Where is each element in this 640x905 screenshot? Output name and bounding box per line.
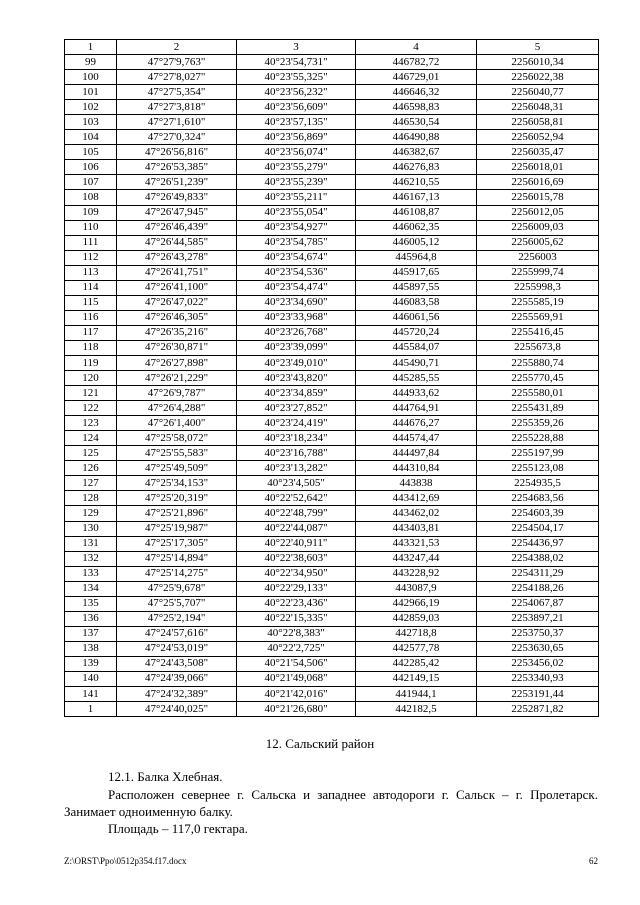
header-cell-y: 5 [477, 40, 599, 55]
cell-y-coordinate: 2255197,99 [477, 446, 599, 461]
cell-longitude: 40°22'34,950" [237, 566, 356, 581]
cell-x-coordinate: 443228,92 [356, 566, 477, 581]
cell-y-coordinate: 2254436,97 [477, 536, 599, 551]
cell-point-number: 101 [65, 85, 117, 100]
cell-x-coordinate: 443412,69 [356, 491, 477, 506]
table-row [65, 220, 599, 235]
cell-latitude: 47°24'43,508" [117, 656, 237, 671]
cell-y-coordinate: 2255431,89 [477, 401, 599, 416]
cell-longitude: 40°23'54,731" [237, 55, 356, 70]
coordinates-table [64, 39, 599, 717]
cell-x-coordinate: 444764,91 [356, 401, 477, 416]
table-row [65, 325, 599, 340]
table-row [65, 145, 599, 160]
cell-x-coordinate: 446530,54 [356, 115, 477, 130]
table-row [65, 130, 599, 145]
cell-longitude: 40°22'48,799" [237, 506, 356, 521]
cell-longitude: 40°23'55,325" [237, 70, 356, 85]
cell-latitude: 47°26'1,400" [117, 416, 237, 431]
cell-latitude: 47°25'14,894" [117, 551, 237, 566]
cell-y-coordinate: 2256005,62 [477, 235, 599, 250]
table-row [65, 295, 599, 310]
cell-longitude: 40°22'15,335" [237, 611, 356, 626]
table-row [65, 521, 599, 536]
table-row [65, 355, 599, 370]
cell-y-coordinate: 2252871,82 [477, 702, 599, 717]
cell-latitude: 47°27'5,354" [117, 85, 237, 100]
cell-longitude: 40°23'54,785" [237, 235, 356, 250]
cell-longitude: 40°23'56,232" [237, 85, 356, 100]
table-row [65, 55, 599, 70]
cell-longitude: 40°23'55,279" [237, 160, 356, 175]
cell-longitude: 40°23'49,010" [237, 355, 356, 370]
table-row [65, 596, 599, 611]
cell-point-number: 112 [65, 250, 117, 265]
cell-point-number: 132 [65, 551, 117, 566]
table-row [65, 551, 599, 566]
cell-y-coordinate: 2256015,78 [477, 190, 599, 205]
cell-point-number: 123 [65, 416, 117, 431]
cell-y-coordinate: 2256010,34 [477, 55, 599, 70]
cell-latitude: 47°26'46,439" [117, 220, 237, 235]
cell-y-coordinate: 2254935,5 [477, 476, 599, 491]
cell-longitude: 40°23'54,474" [237, 280, 356, 295]
cell-x-coordinate: 446598,83 [356, 100, 477, 115]
cell-point-number: 120 [65, 371, 117, 386]
cell-latitude: 47°26'41,751" [117, 265, 237, 280]
cell-y-coordinate: 2256035,47 [477, 145, 599, 160]
cell-latitude: 47°25'34,153" [117, 476, 237, 491]
table-row [65, 235, 599, 250]
cell-latitude: 47°25'2,194" [117, 611, 237, 626]
cell-x-coordinate: 445285,55 [356, 371, 477, 386]
cell-latitude: 47°27'9,763" [117, 55, 237, 70]
cell-point-number: 109 [65, 205, 117, 220]
area-text: Площадь – 117,0 гектара. [108, 821, 248, 836]
cell-latitude: 47°26'30,871" [117, 340, 237, 355]
table-row [65, 340, 599, 355]
cell-y-coordinate: 2254067,87 [477, 596, 599, 611]
cell-latitude: 47°24'40,025" [117, 702, 237, 717]
cell-latitude: 47°26'43,278" [117, 250, 237, 265]
location-description: Расположен севернее г. Сальска и западнее автодороги г. Сальск – г. Пролетарск. Занимает одноименную балку. [64, 787, 598, 819]
cell-x-coordinate: 446062,35 [356, 220, 477, 235]
header-cell-x: 4 [356, 40, 477, 55]
cell-latitude: 47°25'9,678" [117, 581, 237, 596]
cell-longitude: 40°23'57,135" [237, 115, 356, 130]
table-row [65, 85, 599, 100]
cell-point-number: 104 [65, 130, 117, 145]
cell-y-coordinate: 2255585,19 [477, 295, 599, 310]
cell-x-coordinate: 445964,8 [356, 250, 477, 265]
cell-x-coordinate: 444497,84 [356, 446, 477, 461]
cell-longitude: 40°21'26,680" [237, 702, 356, 717]
table-row [65, 536, 599, 551]
cell-y-coordinate: 2256048,31 [477, 100, 599, 115]
cell-latitude: 47°26'4,288" [117, 401, 237, 416]
cell-y-coordinate: 2255228,88 [477, 431, 599, 446]
table-row [65, 687, 599, 702]
cell-point-number: 108 [65, 190, 117, 205]
cell-x-coordinate: 441944,1 [356, 687, 477, 702]
table-row [65, 476, 599, 491]
cell-x-coordinate: 443321,53 [356, 536, 477, 551]
table-row [65, 371, 599, 386]
table-row [65, 205, 599, 220]
cell-point-number: 100 [65, 70, 117, 85]
cell-latitude: 47°25'55,583" [117, 446, 237, 461]
cell-x-coordinate: 445917,65 [356, 265, 477, 280]
cell-longitude: 40°22'40,911" [237, 536, 356, 551]
cell-y-coordinate: 2255770,45 [477, 371, 599, 386]
cell-longitude: 40°23'43,820" [237, 371, 356, 386]
table-row [65, 611, 599, 626]
cell-longitude: 40°21'49,068" [237, 671, 356, 686]
cell-longitude: 40°22'8,383" [237, 626, 356, 641]
cell-latitude: 47°24'39,066" [117, 671, 237, 686]
cell-point-number: 128 [65, 491, 117, 506]
cell-x-coordinate: 445720,24 [356, 325, 477, 340]
cell-latitude: 47°26'47,022" [117, 295, 237, 310]
cell-x-coordinate: 444310,84 [356, 461, 477, 476]
cell-y-coordinate: 2255580,01 [477, 386, 599, 401]
cell-y-coordinate: 2255880,74 [477, 355, 599, 370]
cell-x-coordinate: 445584,07 [356, 340, 477, 355]
cell-point-number: 124 [65, 431, 117, 446]
cell-x-coordinate: 444574,47 [356, 431, 477, 446]
cell-y-coordinate: 2254603,39 [477, 506, 599, 521]
cell-point-number: 99 [65, 55, 117, 70]
cell-y-coordinate: 2255123,08 [477, 461, 599, 476]
cell-longitude: 40°23'26,768" [237, 325, 356, 340]
table-row [65, 265, 599, 280]
footer-file-path: Z:\ORST\Ppo\0512p354.f17.docx [64, 856, 187, 866]
cell-longitude: 40°23'39,099" [237, 340, 356, 355]
cell-latitude: 47°24'53,019" [117, 641, 237, 656]
cell-latitude: 47°25'5,707" [117, 596, 237, 611]
cell-y-coordinate: 2256012,05 [477, 205, 599, 220]
cell-x-coordinate: 446083,58 [356, 295, 477, 310]
cell-y-coordinate: 2253456,02 [477, 656, 599, 671]
cell-y-coordinate: 2255359,26 [477, 416, 599, 431]
cell-point-number: 130 [65, 521, 117, 536]
table-row [65, 280, 599, 295]
cell-longitude: 40°23'54,674" [237, 250, 356, 265]
cell-x-coordinate: 443838 [356, 476, 477, 491]
cell-longitude: 40°23'56,869" [237, 130, 356, 145]
cell-x-coordinate: 442966,19 [356, 596, 477, 611]
cell-x-coordinate: 445897,55 [356, 280, 477, 295]
cell-y-coordinate: 2253897,21 [477, 611, 599, 626]
cell-latitude: 47°25'17,305" [117, 536, 237, 551]
cell-x-coordinate: 443462,02 [356, 506, 477, 521]
cell-x-coordinate: 442859,03 [356, 611, 477, 626]
cell-point-number: 102 [65, 100, 117, 115]
footer-page-number: 62 [589, 856, 598, 866]
cell-x-coordinate: 444933,62 [356, 386, 477, 401]
cell-longitude: 40°23'13,282" [237, 461, 356, 476]
cell-latitude: 47°26'47,945" [117, 205, 237, 220]
cell-y-coordinate: 2254504,17 [477, 521, 599, 536]
cell-y-coordinate: 2255673,8 [477, 340, 599, 355]
cell-longitude: 40°22'44,087" [237, 521, 356, 536]
cell-y-coordinate: 2256052,94 [477, 130, 599, 145]
cell-point-number: 135 [65, 596, 117, 611]
header-cell-longitude: 3 [237, 40, 356, 55]
cell-x-coordinate: 446276,83 [356, 160, 477, 175]
cell-latitude: 47°24'57,616" [117, 626, 237, 641]
cell-y-coordinate: 2256018,01 [477, 160, 599, 175]
table-row [65, 160, 599, 175]
cell-x-coordinate: 442285,42 [356, 656, 477, 671]
cell-point-number: 113 [65, 265, 117, 280]
cell-longitude: 40°21'54,506" [237, 656, 356, 671]
table-row [65, 100, 599, 115]
cell-latitude: 47°26'9,787" [117, 386, 237, 401]
cell-point-number: 141 [65, 687, 117, 702]
cell-x-coordinate: 442149,15 [356, 671, 477, 686]
cell-latitude: 47°26'44,585" [117, 235, 237, 250]
cell-x-coordinate: 446782,72 [356, 55, 477, 70]
cell-x-coordinate: 444676,27 [356, 416, 477, 431]
cell-x-coordinate: 446490,88 [356, 130, 477, 145]
cell-point-number: 137 [65, 626, 117, 641]
cell-latitude: 47°25'58,072" [117, 431, 237, 446]
cell-latitude: 47°24'32,389" [117, 687, 237, 702]
table-row [65, 641, 599, 656]
cell-latitude: 47°26'35,216" [117, 325, 237, 340]
cell-y-coordinate: 2253750,37 [477, 626, 599, 641]
cell-point-number: 121 [65, 386, 117, 401]
cell-latitude: 47°26'27,898" [117, 355, 237, 370]
cell-x-coordinate: 443403,81 [356, 521, 477, 536]
cell-point-number: 131 [65, 536, 117, 551]
cell-point-number: 136 [65, 611, 117, 626]
cell-y-coordinate: 2253191,44 [477, 687, 599, 702]
cell-x-coordinate: 442182,5 [356, 702, 477, 717]
cell-longitude: 40°22'38,603" [237, 551, 356, 566]
cell-y-coordinate: 2256009,03 [477, 220, 599, 235]
cell-y-coordinate: 2254311,29 [477, 566, 599, 581]
table-row [65, 506, 599, 521]
cell-longitude: 40°22'2,725" [237, 641, 356, 656]
cell-longitude: 40°22'52,642" [237, 491, 356, 506]
table-row [65, 446, 599, 461]
cell-x-coordinate: 446167,13 [356, 190, 477, 205]
cell-point-number: 106 [65, 160, 117, 175]
table-row [65, 401, 599, 416]
cell-latitude: 47°27'8,027" [117, 70, 237, 85]
cell-longitude: 40°21'42,016" [237, 687, 356, 702]
cell-x-coordinate: 442718,8 [356, 626, 477, 641]
cell-point-number: 122 [65, 401, 117, 416]
cell-y-coordinate: 2253340,93 [477, 671, 599, 686]
table-row [65, 175, 599, 190]
cell-y-coordinate: 2255999,74 [477, 265, 599, 280]
cell-x-coordinate: 446061,56 [356, 310, 477, 325]
cell-latitude: 47°25'21,896" [117, 506, 237, 521]
cell-x-coordinate: 442577,78 [356, 641, 477, 656]
table-row [65, 702, 599, 717]
cell-longitude: 40°23'34,859" [237, 386, 356, 401]
cell-point-number: 133 [65, 566, 117, 581]
cell-longitude: 40°23'18,234" [237, 431, 356, 446]
cell-latitude: 47°25'14,275" [117, 566, 237, 581]
cell-point-number: 103 [65, 115, 117, 130]
table-row [65, 250, 599, 265]
cell-longitude: 40°23'4,505" [237, 476, 356, 491]
cell-latitude: 47°27'1,610" [117, 115, 237, 130]
cell-latitude: 47°27'0,324" [117, 130, 237, 145]
cell-point-number: 1 [65, 702, 117, 717]
table-row [65, 190, 599, 205]
table-header-row [65, 40, 599, 55]
header-cell-point: 1 [65, 40, 117, 55]
table-row [65, 626, 599, 641]
cell-point-number: 127 [65, 476, 117, 491]
table-row [65, 310, 599, 325]
cell-point-number: 118 [65, 340, 117, 355]
cell-longitude: 40°23'27,852" [237, 401, 356, 416]
table-row [65, 566, 599, 581]
cell-point-number: 125 [65, 446, 117, 461]
cell-longitude: 40°22'23,436" [237, 596, 356, 611]
cell-longitude: 40°23'56,074" [237, 145, 356, 160]
table-body [65, 55, 599, 717]
cell-y-coordinate: 2256016,69 [477, 175, 599, 190]
table-row [65, 671, 599, 686]
cell-y-coordinate: 2256022,38 [477, 70, 599, 85]
cell-x-coordinate: 446729,01 [356, 70, 477, 85]
cell-y-coordinate: 2254388,02 [477, 551, 599, 566]
cell-latitude: 47°26'21,229" [117, 371, 237, 386]
cell-point-number: 134 [65, 581, 117, 596]
header-cell-latitude: 2 [117, 40, 237, 55]
cell-longitude: 40°23'24,419" [237, 416, 356, 431]
table-row [65, 491, 599, 506]
cell-longitude: 40°23'55,054" [237, 205, 356, 220]
cell-y-coordinate: 2255569,91 [477, 310, 599, 325]
table-row [65, 386, 599, 401]
cell-y-coordinate: 2253630,65 [477, 641, 599, 656]
cell-y-coordinate: 2254683,56 [477, 491, 599, 506]
cell-longitude: 40°23'55,211" [237, 190, 356, 205]
cell-point-number: 138 [65, 641, 117, 656]
cell-x-coordinate: 446646,32 [356, 85, 477, 100]
cell-latitude: 47°26'53,385" [117, 160, 237, 175]
cell-x-coordinate: 445490,71 [356, 355, 477, 370]
cell-longitude: 40°23'16,788" [237, 446, 356, 461]
cell-point-number: 126 [65, 461, 117, 476]
cell-longitude: 40°23'34,690" [237, 295, 356, 310]
cell-point-number: 115 [65, 295, 117, 310]
cell-latitude: 47°26'49,833" [117, 190, 237, 205]
cell-y-coordinate: 2256040,77 [477, 85, 599, 100]
table-row [65, 416, 599, 431]
cell-longitude: 40°23'55,239" [237, 175, 356, 190]
cell-latitude: 47°25'19,987" [117, 521, 237, 536]
cell-point-number: 139 [65, 656, 117, 671]
cell-point-number: 114 [65, 280, 117, 295]
cell-point-number: 107 [65, 175, 117, 190]
table-row [65, 115, 599, 130]
cell-longitude: 40°23'54,536" [237, 265, 356, 280]
cell-point-number: 105 [65, 145, 117, 160]
cell-latitude: 47°26'46,305" [117, 310, 237, 325]
cell-y-coordinate: 2255998,3 [477, 280, 599, 295]
cell-latitude: 47°25'20,319" [117, 491, 237, 506]
cell-x-coordinate: 443087,9 [356, 581, 477, 596]
cell-latitude: 47°25'49,509" [117, 461, 237, 476]
cell-longitude: 40°23'56,609" [237, 100, 356, 115]
cell-point-number: 129 [65, 506, 117, 521]
subsection-title: 12.1. Балка Хлебная. [108, 769, 223, 784]
cell-latitude: 47°26'51,239" [117, 175, 237, 190]
cell-x-coordinate: 446382,67 [356, 145, 477, 160]
table-row [65, 656, 599, 671]
cell-latitude: 47°26'56,816" [117, 145, 237, 160]
cell-y-coordinate: 2255416,45 [477, 325, 599, 340]
cell-y-coordinate: 2254188,26 [477, 581, 599, 596]
table-row [65, 461, 599, 476]
table-row [65, 581, 599, 596]
cell-x-coordinate: 443247,44 [356, 551, 477, 566]
section-title: 12. Сальский район [265, 736, 375, 751]
cell-point-number: 119 [65, 355, 117, 370]
cell-longitude: 40°23'33,968" [237, 310, 356, 325]
cell-y-coordinate: 2256003 [477, 250, 599, 265]
table-row [65, 70, 599, 85]
cell-latitude: 47°27'3,818" [117, 100, 237, 115]
cell-y-coordinate: 2256058,81 [477, 115, 599, 130]
cell-latitude: 47°26'41,100" [117, 280, 237, 295]
cell-point-number: 111 [65, 235, 117, 250]
cell-point-number: 110 [65, 220, 117, 235]
cell-x-coordinate: 446005,12 [356, 235, 477, 250]
cell-point-number: 117 [65, 325, 117, 340]
cell-point-number: 140 [65, 671, 117, 686]
table-row [65, 431, 599, 446]
cell-point-number: 116 [65, 310, 117, 325]
cell-x-coordinate: 446210,55 [356, 175, 477, 190]
cell-longitude: 40°23'54,927" [237, 220, 356, 235]
cell-x-coordinate: 446108,87 [356, 205, 477, 220]
cell-longitude: 40°22'29,133" [237, 581, 356, 596]
